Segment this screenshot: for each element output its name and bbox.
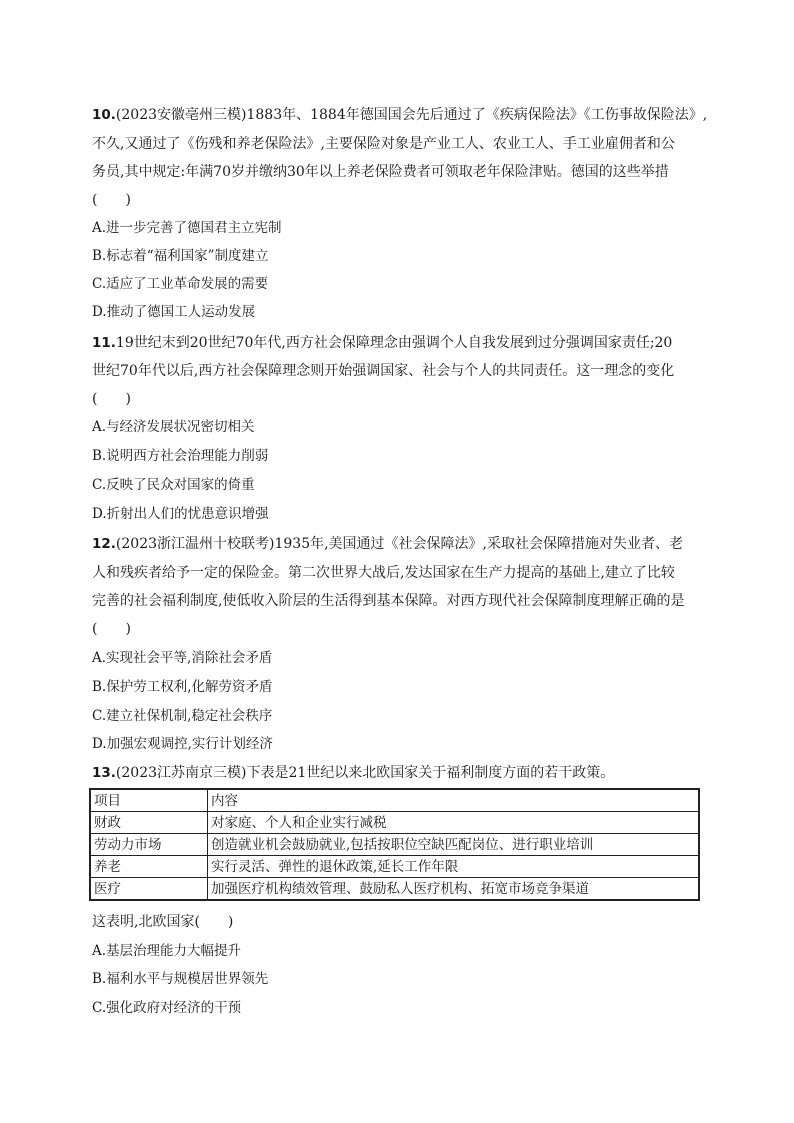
q12-option-d: D.加强宏观调控,实行计划经济 — [92, 736, 273, 752]
q11-number: 11. — [92, 335, 116, 351]
q12-line-3: 完善的社会福利制度,使低收入阶层的生活得到基本保障。对西方现代社会保障制度理解正确的是 — [92, 593, 685, 609]
q11-answer-blank: ( ) — [92, 391, 131, 407]
q13-option-a: A.基层治理能力大幅提升 — [92, 943, 242, 959]
q12-line-1: 12.(2023浙江温州十校联考)1935年,美国通过《社会保障法》,采取社会保障措施对失业者、老 — [92, 536, 684, 552]
q11-line-2: 世纪70年代以后,西方社会保障理念则开始强调国家、社会与个人的共同责任。这一理念的变化 — [92, 363, 675, 379]
q11-option-b: B.说明西方社会治理能力削弱 — [92, 448, 269, 464]
q11-option-c: C.反映了民众对国家的倚重 — [92, 477, 255, 493]
q11-line-1: 11.19世纪末到20世纪70年代,西方社会保障理念由强调个人自我发展到过分强调国家责任;20 — [92, 335, 673, 351]
q12-option-b: B.保护劳工权利,化解劳资矛盾 — [92, 679, 273, 695]
q10-option-d: D.推动了德国工人运动发展 — [92, 304, 256, 320]
q13-option-c: C.强化政府对经济的干预 — [92, 1000, 242, 1016]
q10-option-a: A.进一步完善了德国君主立宪制 — [92, 220, 282, 236]
table-row — [90, 812, 699, 834]
policy-table — [89, 788, 700, 901]
q12-option-a: A.实现社会平等,消除社会矛盾 — [92, 650, 273, 666]
q10-option-c: C.适应了工业革命发展的需要 — [92, 276, 269, 292]
table-cell: 对家庭、个人和企业实行减税 — [208, 812, 700, 834]
table-header-cell: 项目 — [90, 789, 208, 812]
table-cell: 养老 — [90, 856, 208, 878]
q12-option-c: C.建立社保机制,稳定社会秩序 — [92, 708, 273, 724]
q13-stem-end: 这表明,北欧国家( ) — [92, 914, 234, 930]
q10-line-2: 不久,又通过了《伤残和养老保险法》,主要保险对象是产业工人、农业工人、手工业雇佣者和公 — [92, 136, 675, 152]
q12-number: 12. — [92, 536, 116, 552]
q12-line-2: 人和残疾者给予一定的保险金。第二次世界大战后,发达国家在生产力提高的基础上,建立了比较 — [92, 565, 675, 581]
q10-line-1: 10.(2023安徽亳州三模)1883年、1884年德国国会先后通过了《疾病保险法》《工伤事故保险法》, — [92, 107, 708, 123]
table-row — [90, 878, 699, 901]
table-header-cell: 内容 — [208, 789, 700, 812]
q11-option-d: D.折射出人们的忧患意识增强 — [92, 506, 269, 522]
q10-option-b: B.标志着“福利国家”制度建立 — [92, 248, 269, 264]
q13-option-b: B.福利水平与规模居世界领先 — [92, 971, 269, 987]
table-cell: 创造就业机会鼓励就业,包括按职位空缺匹配岗位、进行职业培训 — [208, 834, 700, 856]
q10-line-3: 务员,其中规定:年满70岁并缴纳30年以上养老保险费者可领取老年保险津贴。德国的这些举措 — [92, 164, 669, 180]
table-cell: 财政 — [90, 812, 208, 834]
table-cell: 劳动力市场 — [90, 834, 208, 856]
table-row — [90, 834, 699, 856]
q13-number: 13. — [92, 765, 116, 781]
q12-answer-blank: ( ) — [92, 621, 131, 637]
q11-option-a: A.与经济发展状况密切相关 — [92, 419, 255, 435]
q10-number: 10. — [92, 107, 116, 123]
table-cell: 实行灵活、弹性的退休政策,延长工作年限 — [208, 856, 700, 878]
q13-intro: 13.(2023江苏南京三模)下表是21世纪以来北欧国家关于福利制度方面的若干政策。 — [92, 765, 615, 781]
table-cell: 医疗 — [90, 878, 208, 901]
q10-answer-blank: ( ) — [92, 192, 131, 208]
table-header-row — [90, 789, 699, 812]
table-row — [90, 856, 699, 878]
table-cell: 加强医疗机构绩效管理、鼓励私人医疗机构、拓宽市场竞争渠道 — [208, 878, 700, 901]
